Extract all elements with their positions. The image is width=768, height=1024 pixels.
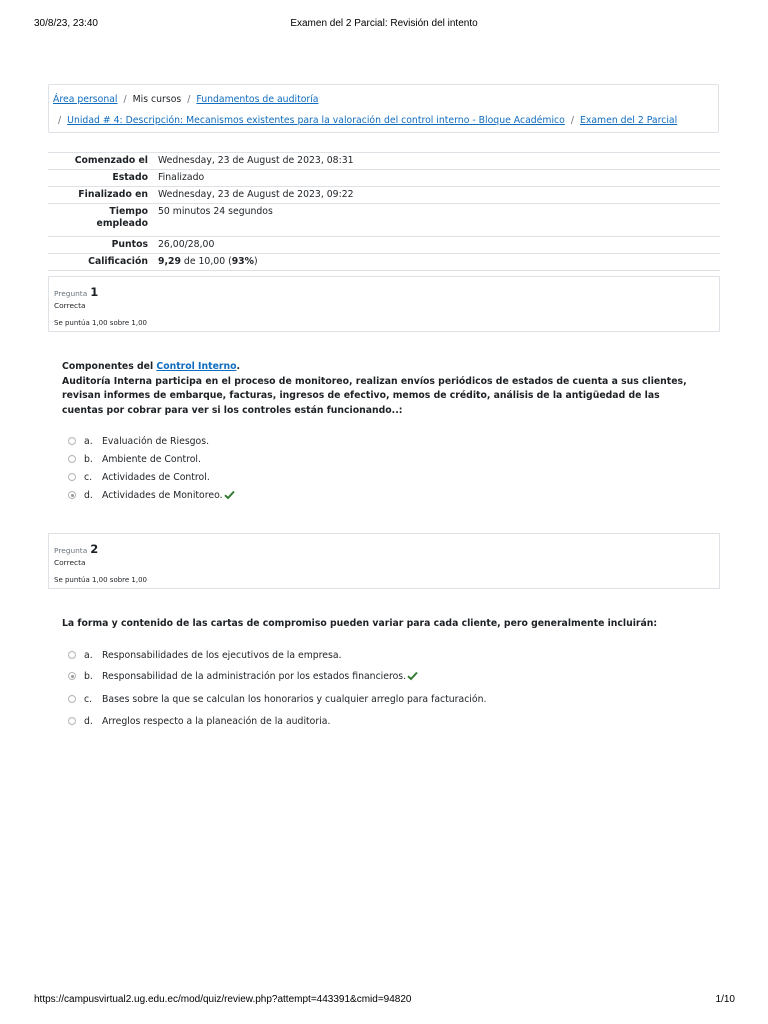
summary-label: Finalizado en — [48, 187, 154, 204]
grade-end: ) — [253, 256, 258, 267]
print-title: Examen del 2 Parcial: Revisión del intento — [290, 18, 478, 29]
summary-value: Wednesday, 23 de August de 2023, 08:31 — [154, 153, 720, 170]
summary-value — [154, 254, 720, 271]
summary-row-points — [48, 237, 720, 254]
answer-option[interactable] — [68, 694, 688, 716]
breadcrumb-course[interactable]: Fundamentos de auditoría — [196, 94, 319, 105]
radio-button[interactable] — [68, 437, 76, 445]
answer-text: Evaluación de Riesgos. — [102, 436, 210, 447]
answer-option[interactable] — [68, 436, 688, 454]
radio-button-selected[interactable] — [68, 672, 76, 680]
summary-label — [48, 204, 154, 237]
question-text-prefix: Componentes del — [62, 361, 157, 372]
summary-row-started — [48, 153, 720, 170]
summary-label: Puntos — [48, 237, 154, 254]
answer-text: Responsabilidad de la administración por los estados financieros. — [102, 671, 407, 682]
print-url: https://campusvirtual2.ug.edu.ec/mod/quiz/review.php?attempt=443391&cmid=94820 — [34, 994, 412, 1005]
question-info-1 — [48, 276, 720, 332]
question-text-suffix: . — [236, 361, 241, 372]
answer-option[interactable] — [68, 454, 688, 472]
answer-text-with-check — [102, 490, 235, 502]
breadcrumb-separator: / — [58, 115, 62, 126]
answer-text: Ambiente de Control. — [102, 454, 201, 465]
print-page-number: 1/10 — [715, 994, 735, 1005]
breadcrumb-separator: / — [570, 115, 574, 126]
grade-value: 9,29 — [158, 256, 181, 267]
summary-label: Comenzado el — [48, 153, 154, 170]
answer-text: Bases sobre la que se calculan los honorarios y cualquier arreglo para facturación. — [102, 694, 487, 705]
answer-letter: a. — [84, 436, 93, 447]
question-text-2 — [62, 617, 702, 632]
answer-list-2 — [68, 650, 688, 734]
radio-button[interactable] — [68, 651, 76, 659]
answer-letter: d. — [84, 490, 93, 501]
answer-letter: c. — [84, 472, 93, 483]
question-number-label: Pregunta 2 — [54, 542, 99, 556]
grade-middle: de 10,00 ( — [183, 256, 232, 267]
question-grade: Se puntúa 1,00 sobre 1,00 — [54, 576, 148, 584]
grade-percent: 93% — [231, 256, 254, 267]
summary-label: Estado — [48, 170, 154, 187]
answer-text: Responsabilidades de los ejecutivos de la empresa. — [102, 650, 342, 661]
answer-letter: a. — [84, 650, 93, 661]
breadcrumb-unit[interactable]: Unidad # 4: Descripción: Mecanismos existentes para la valoración del control interno - Bloque Académico — [67, 115, 565, 126]
question-state: Correcta — [54, 301, 86, 310]
summary-label-line2: empleado — [96, 218, 148, 229]
radio-button[interactable] — [68, 455, 76, 463]
question-text-body: Auditoría Interna participa en el proceso de monitoreo, realizan envíos periódicos de estados de cuenta a sus clientes, revisan informes de embarque, facturas, ingresos de efectivo, memos de crédito, análisis de la antigüedad de las cuentas por cobrar para ver si los controles están funcionando..: — [62, 375, 687, 416]
summary-value: 50 minutos 24 segundos — [154, 204, 720, 237]
question-state: Correcta — [54, 558, 86, 567]
print-header — [0, 18, 768, 32]
print-datetime: 30/8/23, 23:40 — [34, 18, 98, 29]
glossary-link-control-interno[interactable]: Control Interno — [156, 361, 237, 372]
answer-option-selected[interactable] — [68, 671, 688, 694]
summary-value: Finalizado — [154, 170, 720, 187]
radio-button-selected[interactable] — [68, 491, 76, 499]
answer-letter: b. — [84, 454, 93, 465]
breadcrumb — [48, 84, 719, 133]
check-icon — [224, 490, 235, 500]
print-footer — [0, 994, 768, 1008]
summary-row-finished — [48, 187, 720, 204]
answer-text-with-check — [102, 671, 418, 683]
question-number: 2 — [90, 542, 99, 556]
question-text-body: La forma y contenido de las cartas de compromiso pueden variar para cada cliente, pero generalmente incluirán: — [62, 618, 658, 629]
summary-row-time — [48, 204, 720, 237]
answer-text: Actividades de Monitoreo. — [102, 490, 223, 501]
answer-option[interactable] — [68, 716, 688, 734]
summary-value: Wednesday, 23 de August de 2023, 09:22 — [154, 187, 720, 204]
answer-option[interactable] — [68, 650, 688, 671]
radio-button[interactable] — [68, 717, 76, 725]
breadcrumb-area-personal[interactable]: Área personal — [53, 94, 118, 105]
radio-button[interactable] — [68, 695, 76, 703]
summary-label-line1: Tiempo — [109, 206, 148, 217]
breadcrumb-separator: / — [123, 94, 127, 105]
radio-button[interactable] — [68, 473, 76, 481]
summary-row-grade — [48, 254, 720, 271]
answer-list-1 — [68, 436, 688, 508]
question-number-label: Pregunta 1 — [54, 285, 99, 299]
attempt-summary-table — [48, 152, 720, 271]
question-info-2 — [48, 533, 720, 589]
breadcrumb-exam[interactable]: Examen del 2 Parcial — [579, 115, 678, 126]
answer-option-selected[interactable] — [68, 490, 688, 508]
summary-label: Calificación — [48, 254, 154, 271]
answer-text: Arreglos respecto a la planeación de la auditoria. — [102, 716, 331, 727]
answer-letter: b. — [84, 671, 93, 682]
check-icon — [407, 671, 418, 681]
breadcrumb-mis-cursos: Mis cursos — [132, 94, 182, 105]
answer-letter: d. — [84, 716, 93, 727]
breadcrumb-separator: / — [187, 94, 191, 105]
question-number: 1 — [90, 285, 99, 299]
summary-value: 26,00/28,00 — [154, 237, 720, 254]
question-grade: Se puntúa 1,00 sobre 1,00 — [54, 319, 148, 327]
answer-letter: c. — [84, 694, 93, 705]
answer-text: Actividades de Control. — [102, 472, 210, 483]
answer-option[interactable] — [68, 472, 688, 490]
summary-row-state — [48, 170, 720, 187]
question-text-1 — [62, 360, 702, 418]
